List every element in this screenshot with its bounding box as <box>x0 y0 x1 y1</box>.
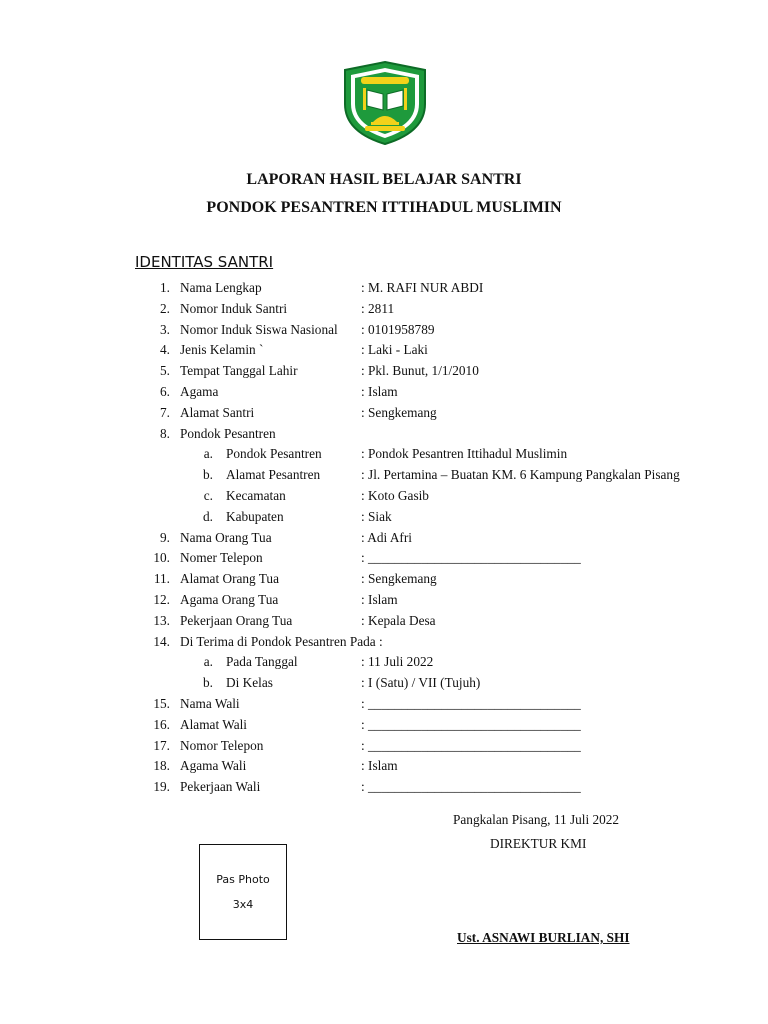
row-label: Nomor Telepon <box>180 737 264 753</box>
row-number: 12. <box>153 592 170 607</box>
row-label: Nomor Induk Santri <box>180 300 288 316</box>
row-label: Nama Orang Tua <box>180 529 272 545</box>
row-value: : ________________________________ <box>361 696 581 711</box>
row-label: Agama <box>180 384 219 399</box>
row-number: 1. <box>160 280 170 295</box>
row-number: 9. <box>160 529 170 545</box>
row-label: Kabupaten <box>226 508 284 524</box>
row-number: 16. <box>153 716 170 732</box>
row-value: : Pkl. Bunut, 1/1/2010 <box>361 363 479 379</box>
section-heading-identitas: IDENTITAS SANTRI <box>135 253 274 271</box>
row-number: a. <box>203 446 213 462</box>
row-value: : 0101958789 <box>361 321 435 337</box>
row-value: : ________________________________ <box>361 716 581 732</box>
school-name-title: PONDOK PESANTREN ITTIHADUL MUSLIMIN <box>206 199 562 216</box>
row-label: Nomer Telepon <box>180 550 263 566</box>
row-value: : Islam <box>361 384 398 399</box>
row-number: a. <box>203 654 213 670</box>
row-value: : Islam <box>361 592 398 607</box>
photo-size-label: 3x4 <box>232 898 254 911</box>
row-number: 15. <box>153 696 170 711</box>
row-value: : Islam <box>361 758 398 774</box>
row-value: : Koto Gasib <box>361 488 429 503</box>
row-number: 4. <box>160 342 170 358</box>
row-label: Pada Tanggal <box>226 654 298 670</box>
row-label: Alamat Wali <box>180 716 247 732</box>
row-number: 7. <box>160 404 170 420</box>
row-value: : ________________________________ <box>361 550 581 566</box>
row-number: 17. <box>153 737 170 753</box>
row-label: Alamat Orang Tua <box>180 571 279 587</box>
row-value: : ________________________________ <box>361 779 581 795</box>
row-number: 19. <box>153 779 170 795</box>
signature-name: Ust. ASNAWI BURLIAN, SHI <box>457 930 630 945</box>
row-number: 2. <box>160 300 170 316</box>
signature-place-date: Pangkalan Pisang, 11 Juli 2022 <box>453 812 620 827</box>
row-value: : ________________________________ <box>361 737 581 753</box>
row-value: : Pondok Pesantren Ittihadul Muslimin <box>361 446 568 462</box>
row-value: : Siak <box>361 508 392 524</box>
row-value: : Sengkemang <box>361 571 437 587</box>
row-value: : Laki - Laki <box>361 342 428 358</box>
row-label: Alamat Pesantren <box>226 467 321 483</box>
row-value: : M. RAFI NUR ABDI <box>361 280 484 295</box>
row-value: : 11 Juli 2022 <box>361 654 434 670</box>
row-number: 14. <box>153 633 170 649</box>
row-value: : Kepala Desa <box>361 612 436 628</box>
row-number: 3. <box>160 321 170 337</box>
row-label: Nama Lengkap <box>180 280 262 295</box>
row-label: Nomor Induk Siswa Nasional <box>180 321 338 337</box>
row-number: b. <box>203 467 213 483</box>
row-label: Pondok Pesantren <box>180 425 276 441</box>
row-label: Di Kelas <box>226 675 273 691</box>
row-label: Jenis Kelamin ` <box>180 342 264 358</box>
row-label: Di Terima di Pondok Pesantren Pada : <box>180 633 383 649</box>
report-title: LAPORAN HASIL BELAJAR SANTRI <box>246 171 522 188</box>
row-number: 6. <box>160 384 170 399</box>
row-number: 18. <box>153 758 170 774</box>
row-value: : Sengkemang <box>361 404 437 420</box>
row-label: Nama Wali <box>180 696 240 711</box>
row-number: 5. <box>160 363 170 379</box>
row-label: Kecamatan <box>226 488 286 503</box>
signature-position: DIREKTUR KMI <box>490 836 587 851</box>
row-number: c. <box>203 488 213 503</box>
row-label: Agama Wali <box>180 758 247 774</box>
row-label: Tempat Tanggal Lahir <box>180 363 298 379</box>
row-label: Alamat Santri <box>180 404 255 420</box>
row-label: Pondok Pesantren <box>226 446 322 462</box>
row-number: 8. <box>160 425 170 441</box>
row-value: : I (Satu) / VII (Tujuh) <box>361 675 481 691</box>
row-label: Pekerjaan Orang Tua <box>180 612 293 628</box>
row-number: 10. <box>153 550 170 566</box>
row-number: d. <box>203 508 213 524</box>
row-value: : Adi Afri <box>361 529 412 545</box>
school-logo-emblem <box>341 60 429 146</box>
photo-placeholder-box <box>199 844 287 940</box>
row-label: Agama Orang Tua <box>180 592 279 607</box>
row-label: Pekerjaan Wali <box>180 779 261 795</box>
row-number: 13. <box>153 612 170 628</box>
row-number: b. <box>203 675 213 691</box>
row-number: 11. <box>153 571 170 587</box>
row-value: : Jl. Pertamina – Buatan KM. 6 Kampung Pangkalan Pisang <box>361 467 680 483</box>
photo-label: Pas Photo <box>216 873 270 886</box>
row-value: : 2811 <box>361 300 395 316</box>
